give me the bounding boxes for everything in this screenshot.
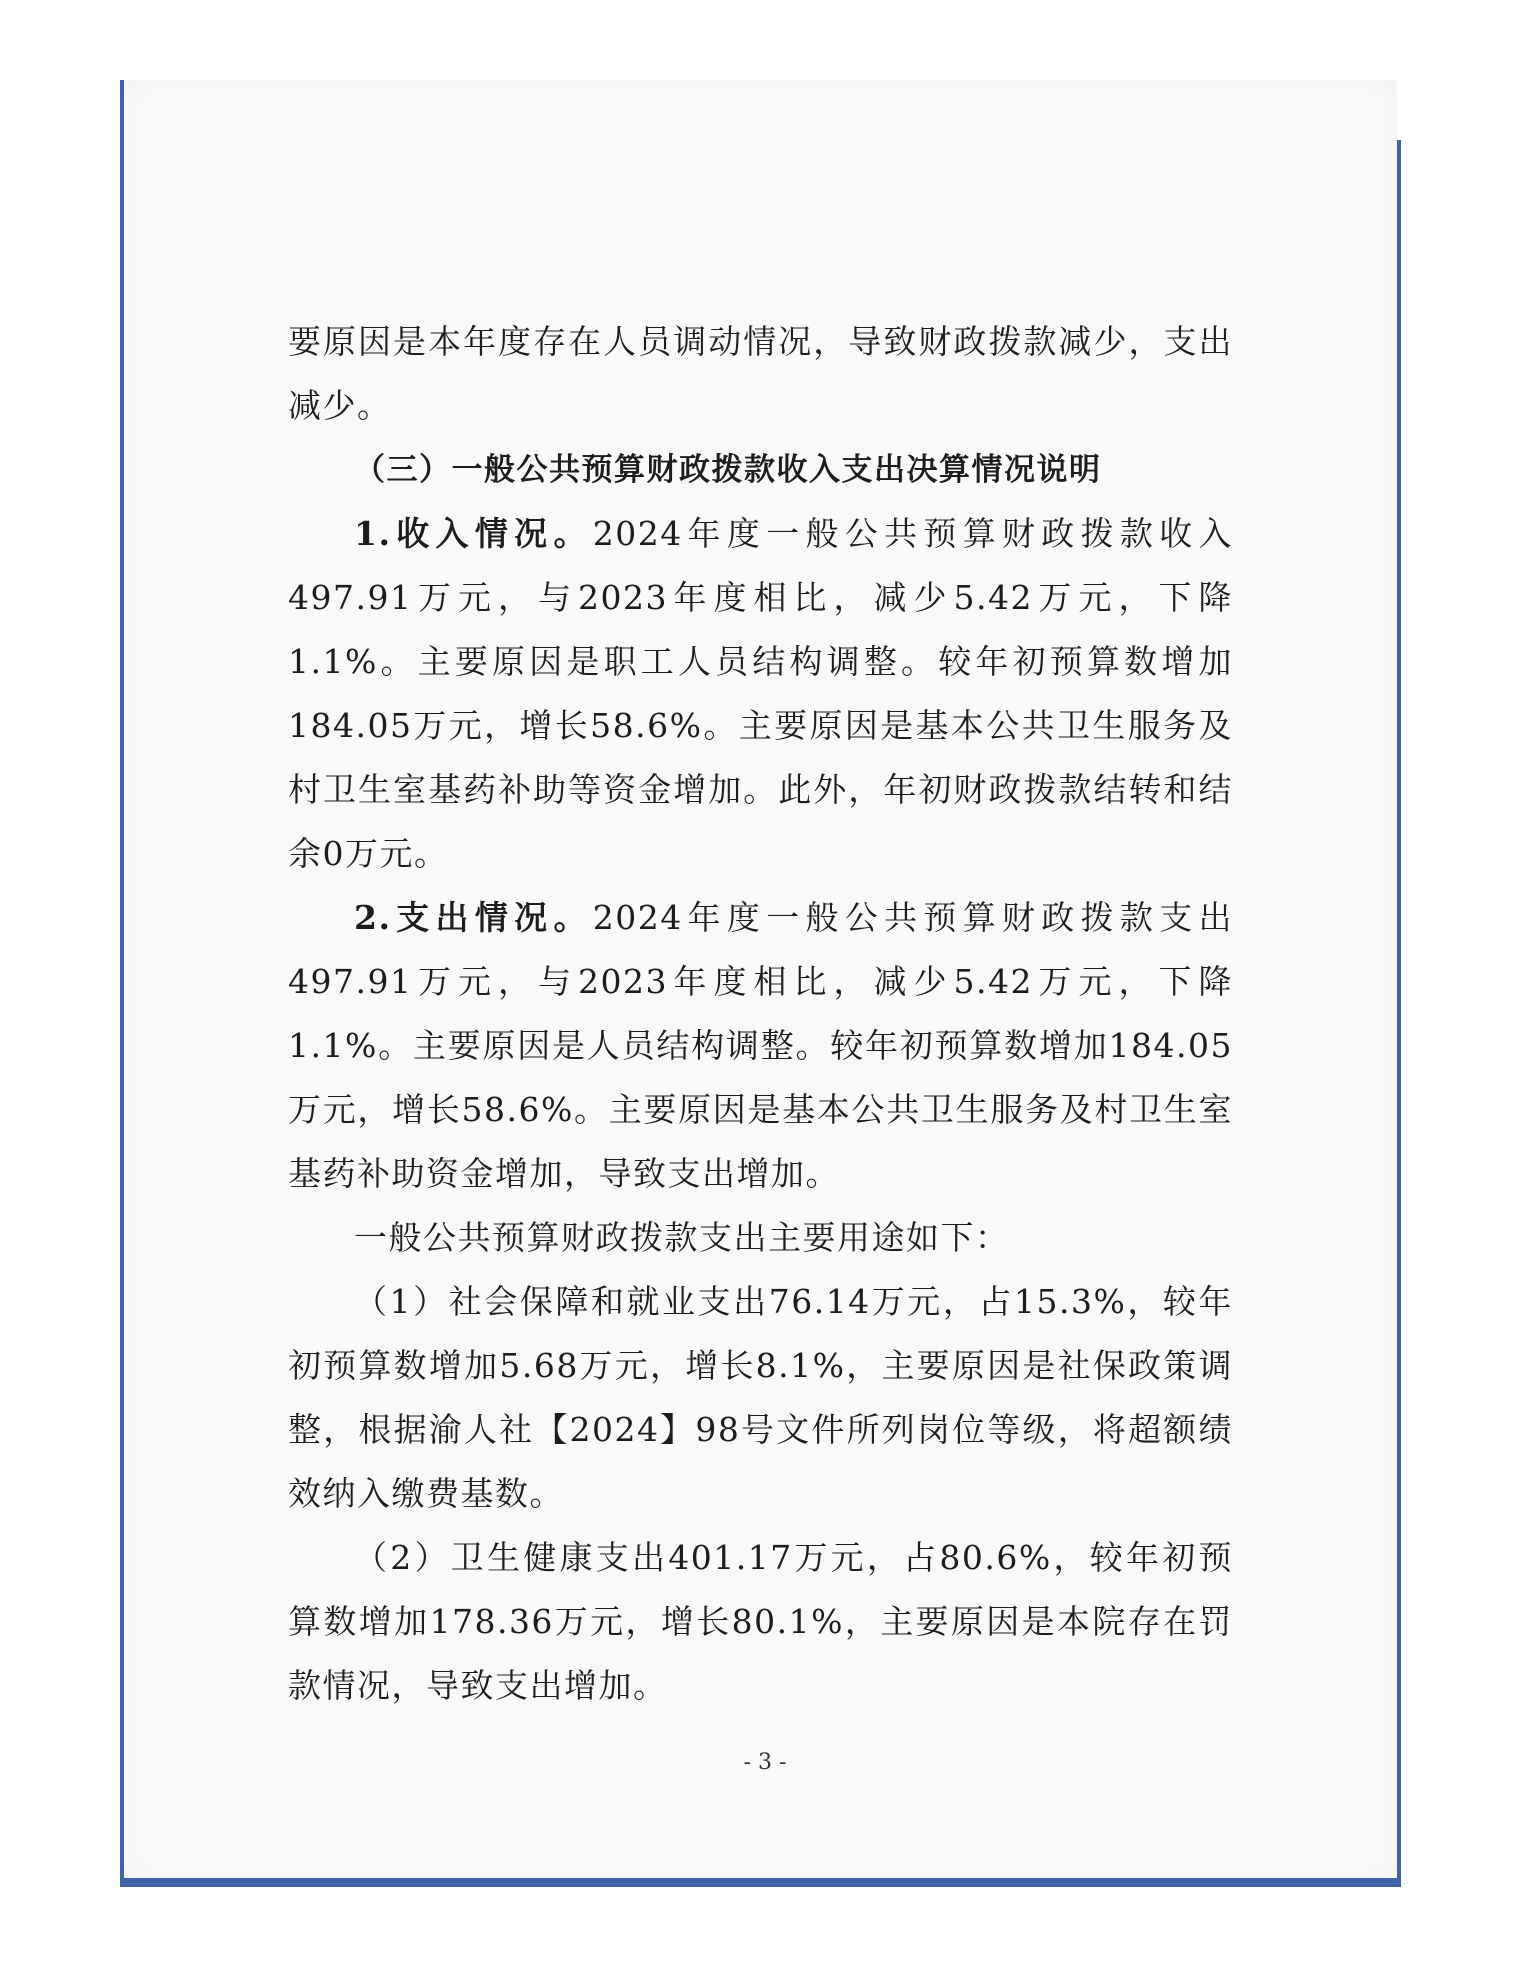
- paragraph-text: 要原因是本年度存在人员调动情况，导致财政拨款减少，支出减少。: [288, 322, 1233, 425]
- scan-edge-bottom: [120, 1878, 1401, 1887]
- paragraph-uses-intro: [288, 1206, 1233, 1270]
- section-heading-text: （三）一般公共预算财政拨款收入支出决算情况说明: [354, 452, 1102, 488]
- paragraph-text: 2024年度一般公共预算财政拨款支出497.91万元，与2023年度相比，减少5.42万元，下降1.1%。主要原因是人员结构调整。较年初预算数增加184.05万元，增长58.6%。主要原因是基本公共卫生服务及村卫生室基药补助资金增加，导致支出增加。: [288, 898, 1234, 1193]
- scan-edge-right: [1397, 140, 1401, 1885]
- paragraph-continuation: [288, 310, 1233, 438]
- paragraph-text: 2024年度一般公共预算财政拨款收入497.91万元，与2023年度相比，减少5.42万元，下降1.1%。主要原因是职工人员结构调整。较年初预算数增加184.05万元，增长58.6%。主要原因是基本公共卫生服务及村卫生室基药补助等资金增加。此外，年初财政拨款结转和结余0万元。: [288, 514, 1234, 873]
- page-number: - 3 -: [743, 1750, 787, 1775]
- scan-edge-left: [120, 80, 124, 1885]
- paragraph-item-2: [288, 1526, 1233, 1718]
- document-body: [288, 310, 1233, 1718]
- paragraph-income: [288, 502, 1233, 886]
- paragraph-text: 一般公共预算财政拨款支出主要用途如下：: [354, 1218, 1010, 1257]
- paragraph-lead: 1.收入情况。: [354, 514, 593, 553]
- section-heading: [288, 438, 1233, 502]
- paragraph-expenditure: [288, 886, 1233, 1206]
- paragraph-lead: 2.支出情况。: [354, 898, 593, 937]
- paragraph-text: （2）卫生健康支出401.17万元，占80.6%，较年初预算数增加178.36万元，增长80.1%，主要原因是本院存在罚款情况，导致支出增加。: [288, 1538, 1233, 1705]
- paragraph-text: （1）社会保障和就业支出76.14万元，占15.3%，较年初预算数增加5.68万元，增长8.1%，主要原因是社保政策调整，根据渝人社【2024】98号文件所列岗位等级，将超额绩效纳入缴费基数。: [288, 1282, 1233, 1513]
- paragraph-item-1: [288, 1270, 1233, 1526]
